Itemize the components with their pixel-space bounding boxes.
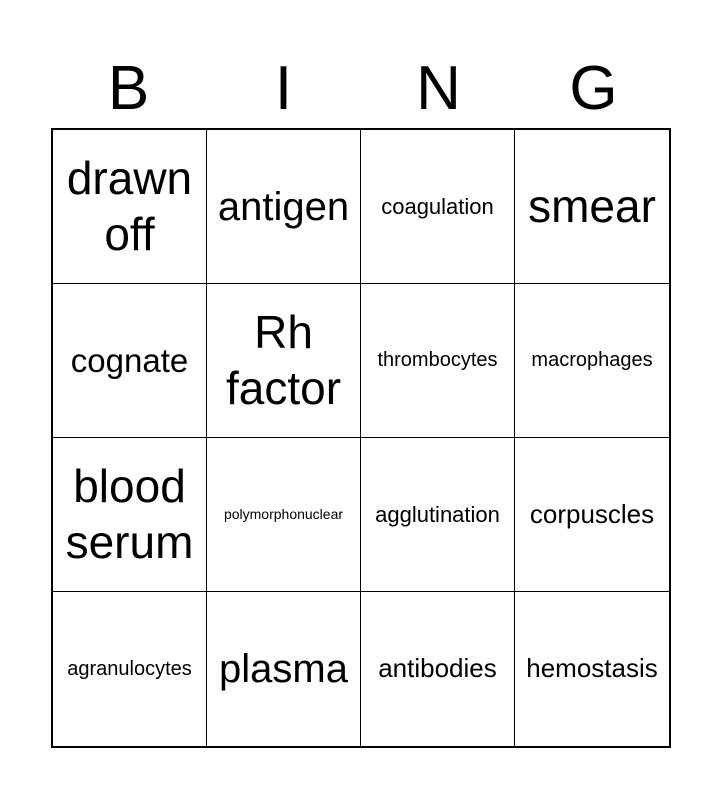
cell-text: Rh factor: [225, 306, 342, 414]
bingo-cell[interactable]: [361, 438, 515, 592]
bingo-cell[interactable]: [361, 284, 515, 438]
cell-text: macrophages: [531, 349, 653, 371]
bingo-cell[interactable]: [515, 284, 669, 438]
bingo-header: [51, 50, 671, 128]
cell-text: drawn off: [66, 152, 193, 260]
cell-text: polymorphonuclear: [223, 506, 344, 523]
bingo-cell[interactable]: [53, 438, 207, 592]
bingo-cell[interactable]: [361, 130, 515, 284]
header-letter-i: I: [274, 54, 293, 123]
bingo-cell[interactable]: [515, 438, 669, 592]
header-letter-b: B: [107, 54, 150, 123]
bingo-cell[interactable]: [53, 592, 207, 746]
bingo-cell[interactable]: [207, 438, 361, 592]
cell-text: hemostasis: [526, 653, 658, 684]
cell-text: antigen: [217, 184, 350, 229]
bingo-cell[interactable]: [515, 130, 669, 284]
bingo-cell[interactable]: [207, 130, 361, 284]
bingo-cell[interactable]: [53, 284, 207, 438]
cell-text: plasma: [219, 647, 348, 691]
bingo-cell[interactable]: [207, 284, 361, 438]
cell-text: thrombocytes: [377, 349, 498, 371]
cell-text: cognate: [70, 341, 189, 379]
header-letter-g: G: [569, 54, 618, 123]
bingo-cell[interactable]: [207, 592, 361, 746]
cell-text: agranulocytes: [67, 657, 192, 680]
cell-text: smear: [528, 179, 656, 232]
bingo-cell[interactable]: [53, 130, 207, 284]
cell-text: corpuscles: [529, 498, 655, 529]
bingo-grid: [51, 128, 671, 748]
cell-text: agglutination: [375, 501, 500, 527]
bingo-cell[interactable]: [361, 592, 515, 746]
cell-text: coagulation: [381, 193, 494, 219]
header-letter-n: N: [416, 54, 461, 123]
bingo-cell[interactable]: [515, 592, 669, 746]
cell-text: antibodies: [378, 653, 497, 684]
cell-text: blood serum: [65, 460, 194, 568]
